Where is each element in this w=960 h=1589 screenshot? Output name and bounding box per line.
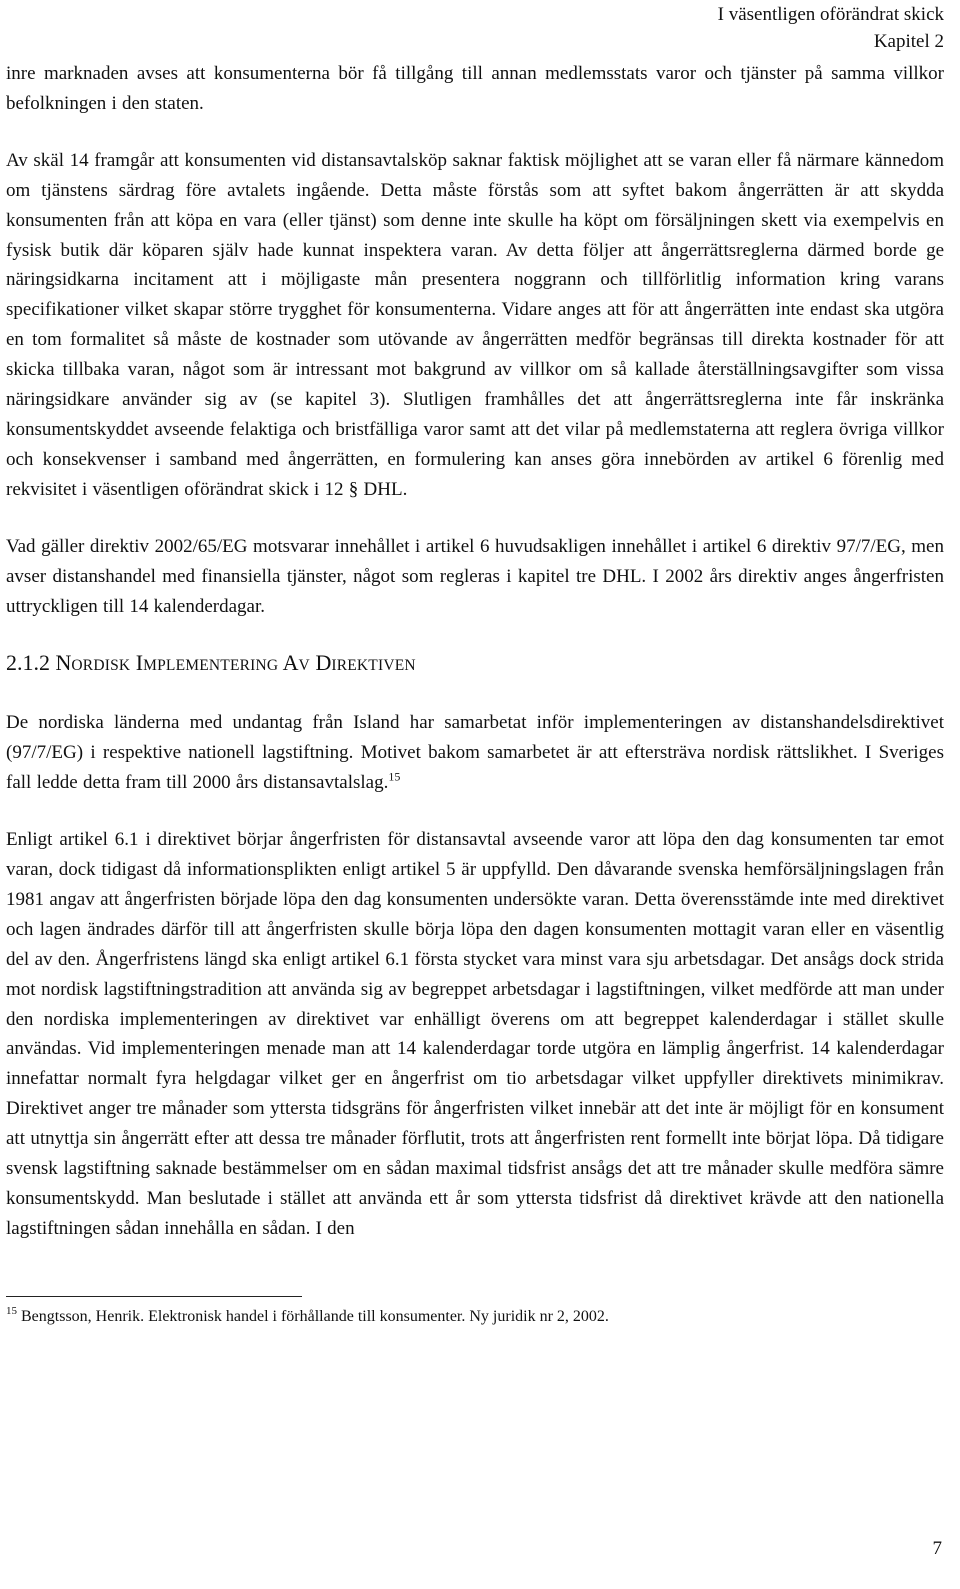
paragraph-1: inre marknaden avses att konsumenterna bör få tillgång till annan medlemsstats varor och tjänster på samma villkor befolkningen i den staten. [6,63,944,114]
footnote-text: Bengtsson, Henrik. Elektronisk handel i förhållande till konsumenter. Ny juridik nr 2, 2002. [21,1307,609,1325]
footnote-divider [6,1296,302,1297]
header-chapter: Kapitel 2 [873,31,944,52]
document-page [6,0,944,1329]
header-title: I väsentligen oförändrat skick [717,4,944,25]
paragraph-3: Vad gäller direktiv 2002/65/EG motsvarar innehållet i artikel 6 huvudsakligen innehållet i artikel 6 direktiv 97/7/EG, men avser distanshandel med finansiella tjänster, något som regleras i kapitel tre DHL. I 2002 års direktiv anges ångerfristen uttryckligen till 14 kalenderdagar. [6,535,944,617]
section-heading: 2.1.2 NORDISK IMPLEMENTERING AV DIREKTIVEN [6,650,416,676]
page-number: 7 [932,1538,942,1559]
footnote-number: 15 [6,1305,17,1318]
section-number: 2.1.2 [6,650,50,676]
footnote-reference[interactable]: 15 [388,769,401,784]
running-header [6,0,944,55]
paragraph-2: Av skäl 14 framgår att konsumenten vid distansavtalsköp saknar faktisk möjlighet att se varan eller få närmare kännedom om tjänstens särdrag före avtalets ingående. Detta måste förstås som att syftet bakom ångerrätten är att skydda konsumenten från att köpa en vara (eller tjänst) som denne inte skulle ha köpt om försäljningen skett via exempelvis en fysisk butik där köparen själv hade kunnat inspektera varan. Av detta följer att ångerrättsreglerna därmed borde ge näringsidkarna incitament att i möjligaste mån presentera noggrann och tillförlitlig information kring varans specifikationer vilket skapar större trygghet för konsumenterna. Vidare anges att för att ångerrätten inte endast ska utgöra en tom formalitet så måste de kostnader som utövande av ångerrätten medför begränsas till direkta kostnader för att skicka tillbaka varan, något som är intressant mot bakgrund av villkor om så kallade återställningsavgifter som vissa näringsidkare använder sig av (se kapitel 3). Slutligen framhålles det att ångerrättsreglerna inte får inskränka konsumentskyddet avseende felaktiga och bristfälliga varor samt att det vilar på medlemstaterna att reglera övriga villkor och konsekvenser i samband med ångerrätten, en formulering kan anses göra innebörden av artikel 6 förenlig med rekvisitet i väsentligen oförändrat skick i 12 § DHL. [6,149,944,500]
paragraph-4: De nordiska länderna med undantag från Island har samarbetat inför implementeringen av distanshandelsdirektivet (97/7/EG) i respektive nationell lagstiftning. Motivet bakom samarbetet är att eftersträva nordisk rättslikhet. I Sveriges fall ledde detta fram till 2000 års distansavtalslag.$^{15}$ [6,712,944,794]
footnote [6,1305,944,1329]
paragraph-5: Enligt artikel 6.1 i direktivet börjar ångerfristen för distansavtal avseende varor att löpa den dag konsumenten tar emot varan, dock tidigast då informationsplikten enligt artikel 5 är uppfylld. Den dåvarande svenska hemförsäljningslagen från 1981 angav att ångerfristen började löpa den dag konsumenten undersökte varan. Detta överensstämde inte med direktivet och lagen ändrades därför till att ångerfristen skulle börja löpa den dagen konsumenten mottagit varan eller en väsentlig del av den. Ångerfristens längd ska enligt artikel 6.1 första stycket vara minst vara sju arbetsdagar. Det ansågs dock strida mot nordisk lagstiftningstradition att använda sig av begreppet arbetsdagar i lagstiftningen, vilket medförde att man under den nordiska implementeringen av direktivet var enhälligt överens om att begreppet kalenderdagar i stället skulle användas. Vid implementeringen menade man att 14 kalenderdagar torde utgöra en lämplig ångerfrist. 14 kalenderdagar innefattar normalt fyra helgdagar vilket ger en ångerfrist om tio arbetsdagar vilket uppfyller direktivets minimikrav. Direktivet anger tre månader som yttersta tidsgräns för ångerfristen vilket innebär att det inte är möjligt för en konsument att utnyttja sin ångerrätt efter att dessa tre månader förflutit, trots att ångerfristen rent formellt inte börjat löpa. Då tidigare svensk lagstiftning saknade bestämmelser om en sådan maximal tidsfrist ansågs det att tre månader skulle medföra sämre konsumentskydd. Man beslutade i stället att använda ett år som yttersta tidsfrist då direktivet krävde att den nationella lagstiftningen sådan innehålla en sådan. I den [6,829,944,1239]
